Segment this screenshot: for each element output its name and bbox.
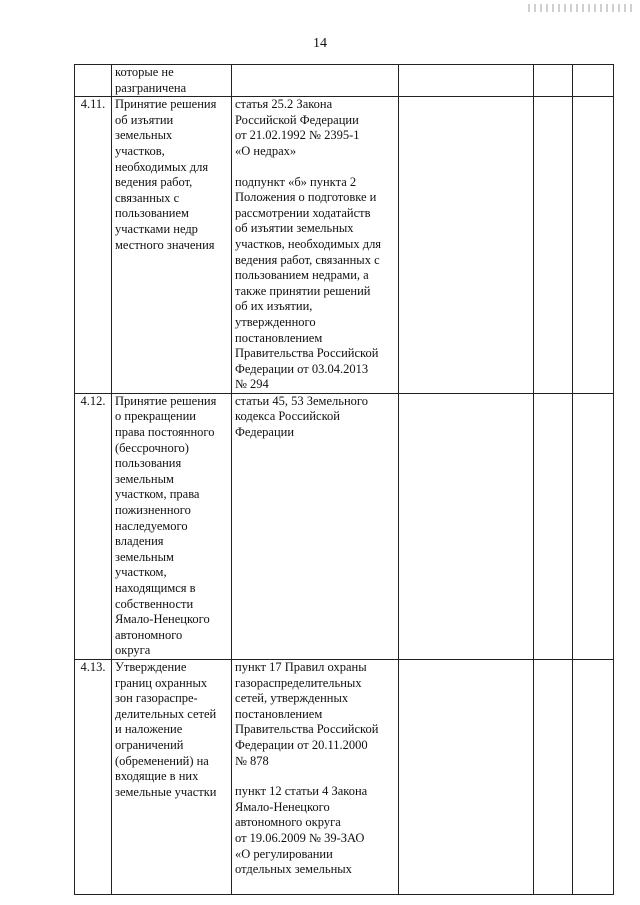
legal-basis-cell	[232, 393, 399, 659]
legal-basis-line: об изъятии земельных	[235, 221, 354, 236]
regulation-table	[74, 64, 614, 895]
legal-basis-line: от 19.06.2009 № 39-ЗАО	[235, 830, 365, 845]
measure-name-line: (бессрочного)	[115, 440, 189, 455]
measure-name-line: делительных сетей	[115, 706, 217, 721]
legal-basis-cell	[232, 659, 399, 894]
measure-name-line: зон газораспре-	[115, 691, 198, 706]
legal-basis-line: Правительства Российской	[235, 346, 379, 361]
legal-basis-line: № 294	[235, 377, 269, 392]
measure-name-line: земельным	[115, 549, 174, 564]
legal-basis-line: статьи 45, 53 Земельного	[235, 393, 368, 408]
legal-basis-line: участков, необходимых для	[235, 236, 382, 251]
legal-basis-line: статья 25.2 Закона	[235, 97, 333, 112]
measure-name-line: разграничена	[115, 80, 187, 95]
empty-cell-col6	[573, 393, 614, 659]
legal-basis-line: ведения работ, связанных с	[235, 252, 380, 267]
measure-name-line: земельные участки	[115, 784, 217, 799]
measure-name-cell	[112, 659, 232, 894]
empty-cell-col6	[573, 97, 614, 394]
measure-name-line: владения	[115, 534, 164, 549]
item-number: 4.11.	[75, 97, 112, 394]
measure-name-line: автономного	[115, 627, 183, 642]
measure-name-line: участков,	[115, 143, 165, 158]
legal-basis-line: подпункт «б» пункта 2	[235, 174, 357, 189]
measure-name-cell	[112, 393, 232, 659]
table-row	[75, 393, 614, 659]
empty-cell-col5	[534, 659, 573, 894]
empty-cell-col4	[399, 97, 534, 394]
item-number: 4.12.	[75, 393, 112, 659]
table-row	[75, 97, 614, 394]
measure-name-line: границ охранных	[115, 675, 208, 690]
measure-name-line: пожизненного	[115, 503, 191, 518]
legal-basis-line: постановлением	[235, 330, 323, 345]
measure-name-line: связанных с	[115, 190, 180, 205]
measure-name-line: необходимых для	[115, 159, 209, 174]
legal-basis-line: «О недрах»	[235, 143, 297, 158]
measure-name-line: наследуемого	[115, 518, 188, 533]
measure-name-line: участком, права	[115, 487, 200, 502]
legal-basis-line: отдельных земельных	[235, 862, 352, 877]
measure-name-line: Принятие решения	[115, 97, 217, 112]
legal-basis-line: «О регулировании	[235, 846, 333, 861]
measure-name-line: земельным	[115, 471, 174, 486]
legal-basis-line: рассмотрении ходатайств	[235, 205, 371, 220]
measure-name-line: округа	[115, 643, 151, 658]
scan-corner-mark	[528, 4, 634, 12]
empty-cell-col4	[399, 65, 534, 97]
table-row	[75, 659, 614, 894]
measure-name-line: (обременений) на	[115, 753, 209, 768]
measure-name-line: находящимся в	[115, 581, 196, 595]
empty-cell-col6	[573, 659, 614, 894]
legal-basis-line: Российской Федерации	[235, 112, 359, 127]
measure-name-line: земельных	[115, 128, 173, 143]
measure-name-cell	[112, 97, 232, 394]
legal-basis-line: Федерации от 20.11.2000	[235, 737, 368, 752]
measure-name-line: местного значения	[115, 237, 215, 252]
empty-cell-col4	[399, 659, 534, 894]
paragraph-gap	[235, 769, 395, 784]
legal-basis-line: кодекса Российской	[235, 409, 340, 424]
item-number: 4.13.	[75, 659, 112, 894]
legal-basis-line: пользованием недрами, а	[235, 268, 369, 283]
measure-name-line: которые не	[115, 65, 174, 79]
measure-name-line: участками недр	[115, 221, 198, 236]
measure-name-line: о прекращении	[115, 409, 196, 424]
legal-basis-line: газораспределительных	[235, 675, 362, 690]
empty-cell-col6	[573, 65, 614, 97]
legal-basis-line: об их изъятии,	[235, 299, 313, 314]
table-row	[75, 65, 614, 97]
measure-name-line: об изъятии	[115, 112, 174, 127]
empty-cell-col5	[534, 97, 573, 394]
legal-basis-line: сетей, утвержденных	[235, 691, 349, 706]
measure-name-line: права постоянного	[115, 425, 215, 440]
legal-basis-line: Положения о подготовке и	[235, 190, 377, 205]
legal-basis-cell	[232, 97, 399, 394]
measure-name-line: ведения работ,	[115, 175, 193, 190]
legal-basis-line: Правительства Российской	[235, 722, 379, 737]
empty-cell-col4	[399, 393, 534, 659]
measure-name-line: Ямало-Ненецкого	[115, 612, 210, 627]
measure-name-cell	[112, 65, 232, 97]
empty-cell-col5	[534, 393, 573, 659]
measure-name-line: участком,	[115, 565, 167, 580]
paragraph-gap	[235, 160, 395, 175]
measure-name-line: Принятие решения	[115, 393, 217, 408]
measure-name-line: входящие в них	[115, 769, 199, 784]
table-body	[75, 65, 614, 895]
legal-basis-line: пункт 12 статьи 4 Закона	[235, 784, 368, 799]
measure-name-line: ограничений	[115, 737, 184, 752]
legal-basis-line: Федерации	[235, 425, 295, 440]
legal-basis-line: утвержденного	[235, 314, 316, 329]
legal-basis-line: также принятии решений	[235, 283, 371, 298]
legal-basis-line: Федерации от 03.04.2013	[235, 361, 369, 376]
empty-cell-col5	[534, 65, 573, 97]
legal-basis-line: автономного округа	[235, 815, 341, 830]
measure-name-line: Утверждение	[115, 659, 187, 674]
page-number: 14	[313, 36, 327, 51]
legal-basis-cell	[232, 65, 399, 97]
legal-basis-line: постановлением	[235, 706, 323, 721]
measure-name-line: и наложение	[115, 722, 183, 737]
measure-name-line: собственности	[115, 596, 194, 611]
measure-name-line: пользования	[115, 456, 182, 471]
item-number	[75, 65, 112, 97]
legal-basis-line: от 21.02.1992 № 2395-1	[235, 128, 360, 143]
legal-basis-line: пункт 17 Правил охраны	[235, 659, 367, 674]
legal-basis-line: Ямало-Ненецкого	[235, 799, 330, 814]
measure-name-line: пользованием	[115, 206, 189, 221]
legal-basis-line: № 878	[235, 753, 269, 768]
